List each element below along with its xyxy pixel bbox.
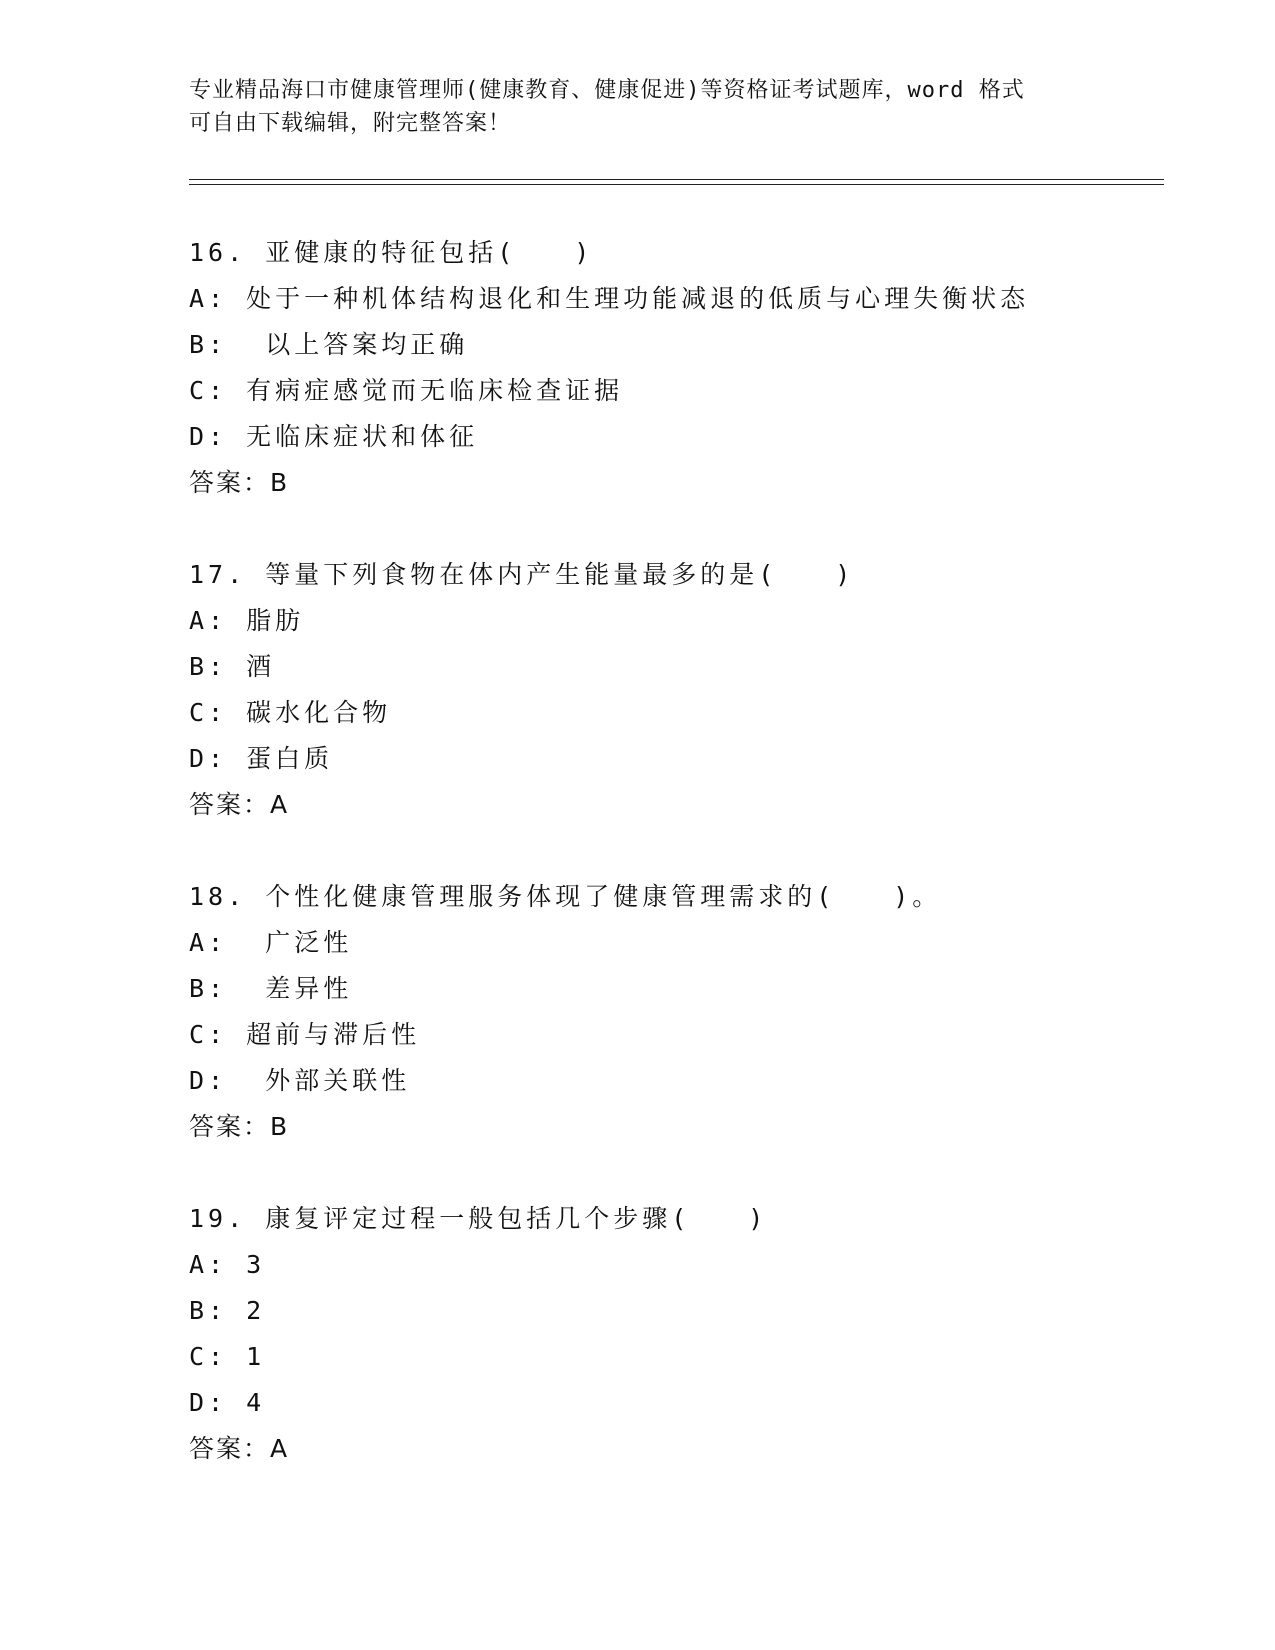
question-stem: 17. 等量下列食物在体内产生能量最多的是( ) <box>189 560 855 589</box>
question-19 <box>189 1196 1169 1472</box>
option-c: C: 超前与滞后性 <box>189 1020 421 1049</box>
option-b: B: 酒 <box>189 652 276 681</box>
question-stem: 16. 亚健康的特征包括( ) <box>189 238 594 267</box>
option-b: B: 以上答案均正确 <box>189 330 469 359</box>
question-stem: 19. 康复评定过程一般包括几个步骤( ) <box>189 1204 768 1233</box>
option-d: D: 无临床症状和体征 <box>189 422 479 451</box>
header-line-2: 可自由下载编辑，附完整答案！ <box>189 111 512 136</box>
header-line-1: 专业精品海口市健康管理师(健康教育、健康促进)等资格证考试题库，word 格式 <box>189 78 1025 103</box>
answer: 答案：B <box>189 1112 290 1141</box>
option-d: D: 4 <box>189 1388 266 1417</box>
answer: 答案：A <box>189 1434 290 1463</box>
answer: 答案：A <box>189 790 290 819</box>
option-b: B: 差异性 <box>189 974 353 1003</box>
option-b: B: 2 <box>189 1296 266 1325</box>
question-stem: 18. 个性化健康管理服务体现了健康管理需求的( )。 <box>189 882 942 911</box>
option-d: D: 外部关联性 <box>189 1066 411 1095</box>
option-c: C: 1 <box>189 1342 266 1371</box>
option-a: A: 3 <box>189 1250 266 1279</box>
option-a: A: 广泛性 <box>189 928 353 957</box>
header-rule-top <box>189 179 1164 180</box>
question-17 <box>189 552 1169 828</box>
document-header <box>189 74 1089 140</box>
question-16 <box>189 230 1169 506</box>
option-c: C: 碳水化合物 <box>189 698 392 727</box>
question-18 <box>189 874 1169 1150</box>
header-rule-bottom <box>189 184 1164 185</box>
option-a: A: 处于一种机体结构退化和生理功能减退的低质与心理失衡状态 <box>189 284 1030 313</box>
option-a: A: 脂肪 <box>189 606 305 635</box>
option-d: D: 蛋白质 <box>189 744 334 773</box>
option-c: C: 有病症感觉而无临床检查证据 <box>189 376 624 405</box>
answer: 答案：B <box>189 468 290 497</box>
